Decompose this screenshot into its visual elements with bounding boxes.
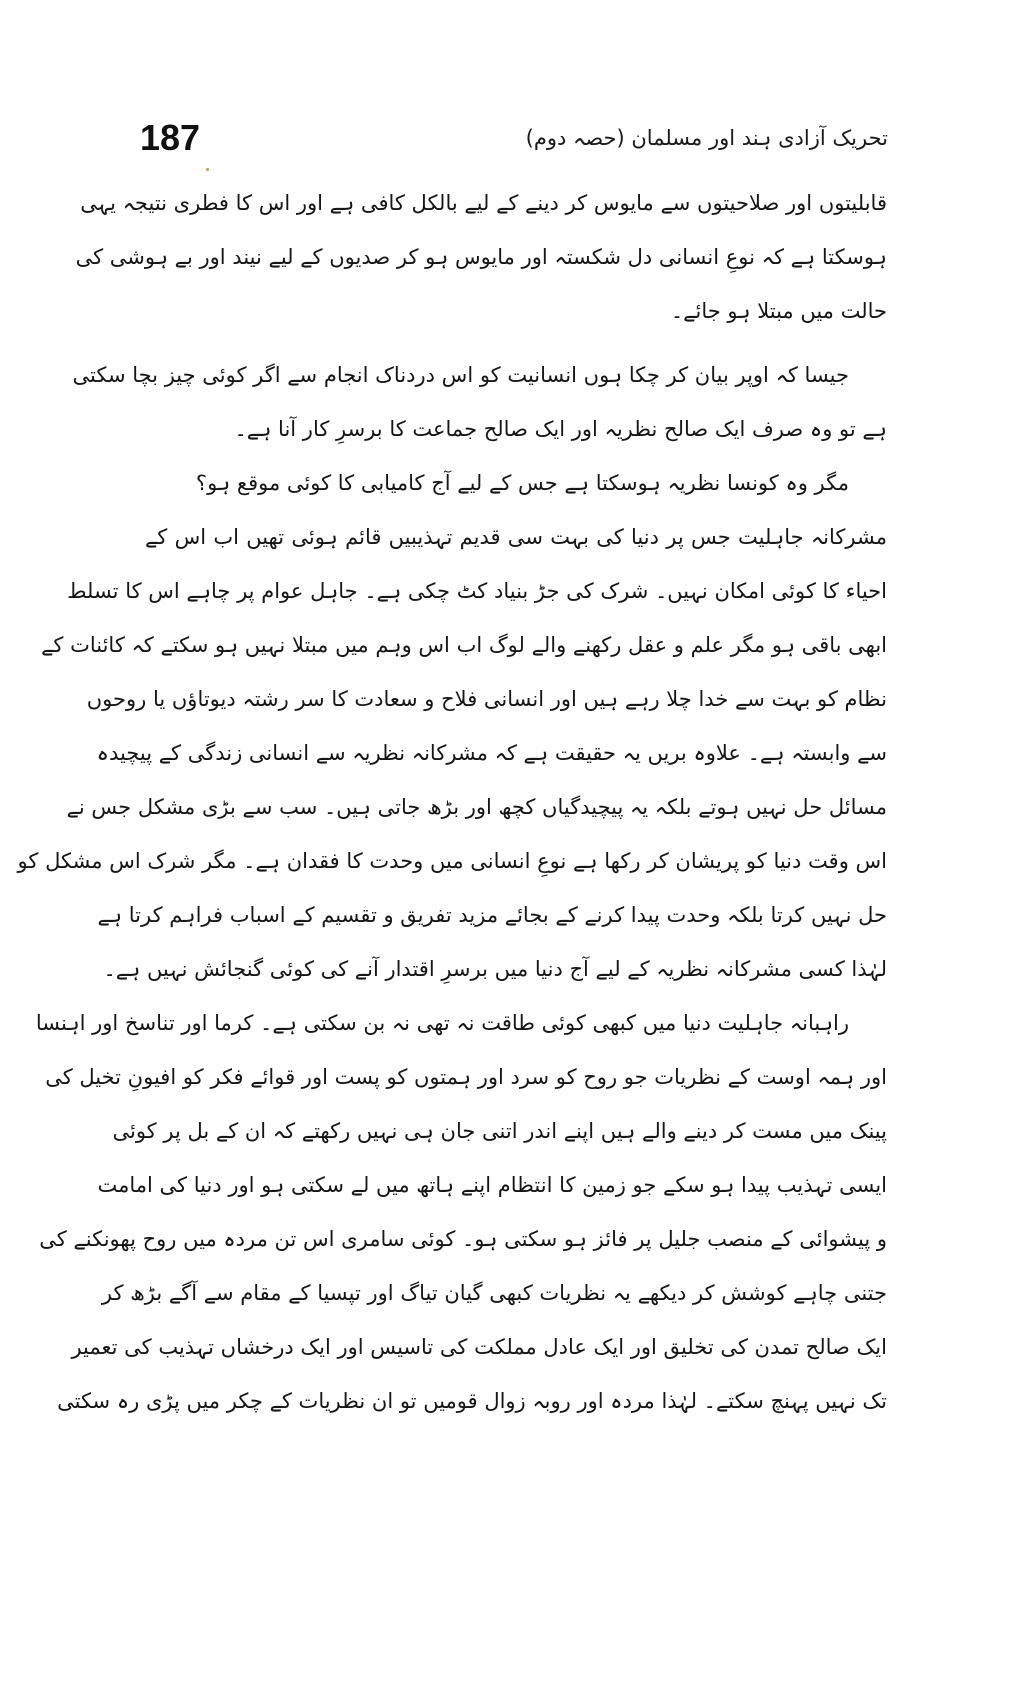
text-line: ایک صالح تمدن کی تخلیق اور ایک عادل مملکت کی تاسیس اور ایک درخشاں تہذیب کی تعمیر	[71, 1335, 887, 1359]
text-line: جتنی چاہے کوشش کر دیکھے یہ نظریات کبھی گیان تیاگ اور تپسیا کے مقام سے آگے بڑھ کر	[101, 1281, 887, 1305]
text-line: ایسی تہذیب پیدا ہو سکے جو زمین کا انتظام اپنے ہاتھ میں لے سکتی ہو اور دنیا کی امامت	[97, 1173, 887, 1197]
text-line: اور ہمہ اوست کے نظریات جو روح کو سرد اور ہمتوں کو پست اور قوائے فکر کو افیونِ تخیل کی	[45, 1065, 887, 1089]
text-line: احیاء کا کوئی امکان نہیں۔ شرک کی جڑ بنیاد کٹ چکی ہے۔ جاہل عوام پر چاہے اس کا تسلط	[67, 579, 887, 603]
paragraph-4	[35, 996, 887, 1428]
page-header	[140, 118, 888, 162]
text-line: سے وابستہ ہے۔ علاوہ بریں یہ حقیقت ہے کہ مشرکانہ نظریہ سے انسانی زندگی کے پیچیدہ	[96, 741, 887, 765]
running-title: تحریک آزادی ہند اور مسلمان (حصہ دوم)	[525, 126, 888, 150]
text-line: پینک میں مست کر دینے والے ہیں اپنے اندر اتنی جان ہی نہیں رکھتے کہ ان کے بل پر کوئی	[112, 1119, 887, 1143]
text-line: قابلیتوں اور صلاحیتوں سے مایوس کر دینے کے لیے بالکل کافی ہے اور اس کا فطری نتیجہ یہی	[80, 191, 887, 215]
paragraph-1	[75, 176, 887, 338]
page-number: 187	[140, 117, 201, 158]
paragraph-2	[72, 348, 887, 510]
text-line: و پیشوائی کے منصب جلیل پر فائز ہو سکتی ہو۔ کوئی سامری اس تن مردہ میں روح پھونکنے کی	[39, 1227, 887, 1251]
print-speck	[206, 168, 209, 171]
text-line: حل نہیں کرتا بلکہ وحدت پیدا کرنے کے بجائے مزید تفریق و تقسیم کے اسباب فراہم کرتا ہے	[97, 903, 887, 927]
text-line: لہٰذا کسی مشرکانہ نظریہ کے لیے آج دنیا میں برسرِ اقتدار آنے کی کوئی گنجائش نہیں ہے۔	[103, 957, 887, 981]
text-line: راہبانہ جاہلیت دنیا میں کبھی کوئی طاقت نہ تھی نہ بن سکتی ہے۔ کرما اور تناسخ اور اہنسا	[35, 1011, 849, 1035]
text-line: اس وقت دنیا کو پریشان کر رکھا ہے نوعِ انسانی میں وحدت کا فقدان ہے۔ مگر شرک اس مشکل کو	[17, 849, 887, 873]
paragraph-3	[17, 510, 887, 996]
text-line: ہوسکتا ہے کہ نوعِ انسانی دل شکستہ اور مایوس ہو کر صدیوں کے لیے نیند اور بے ہوشی کی	[75, 245, 887, 269]
text-line: ہے تو وہ صرف ایک صالح نظریہ اور ایک صالح جماعت کا برسرِ کار آنا ہے۔	[234, 417, 887, 441]
text-line: مگر وہ کونسا نظریہ ہوسکتا ہے جس کے لیے آج کامیابی کا کوئی موقع ہو؟	[195, 471, 849, 495]
text-line: تک نہیں پہنچ سکتے۔ لہٰذا مردہ اور روبہ زوال قومیں تو ان نظریات کے چکر میں پڑی رہ سکتی	[57, 1389, 887, 1413]
body-text	[17, 176, 887, 1646]
text-line: نظام کو بہت سے خدا چلا رہے ہیں اور انسانی فلاح و سعادت کا سر رشتہ دیوتاؤں یا روحوں	[86, 687, 887, 711]
text-line: مشرکانہ جاہلیت جس پر دنیا کی بہت سی قدیم تہذیبیں قائم ہوئی تھیں اب اس کے	[145, 525, 887, 549]
text-line: حالت میں مبتلا ہو جائے۔	[670, 299, 887, 323]
text-line: مسائل حل نہیں ہوتے بلکہ یہ پیچیدگیاں کچھ اور بڑھ جاتی ہیں۔ سب سے بڑی مشکل جس نے	[66, 795, 887, 819]
text-line: جیسا کہ اوپر بیان کر چکا ہوں انسانیت کو اس دردناک انجام سے اگر کوئی چیز بچا سکتی	[72, 363, 849, 387]
text-line: ابھی باقی ہو مگر علم و عقل رکھنے والے لوگ اب اس وہم میں مبتلا نہیں ہو سکتے کہ کائنات کے	[41, 633, 887, 657]
